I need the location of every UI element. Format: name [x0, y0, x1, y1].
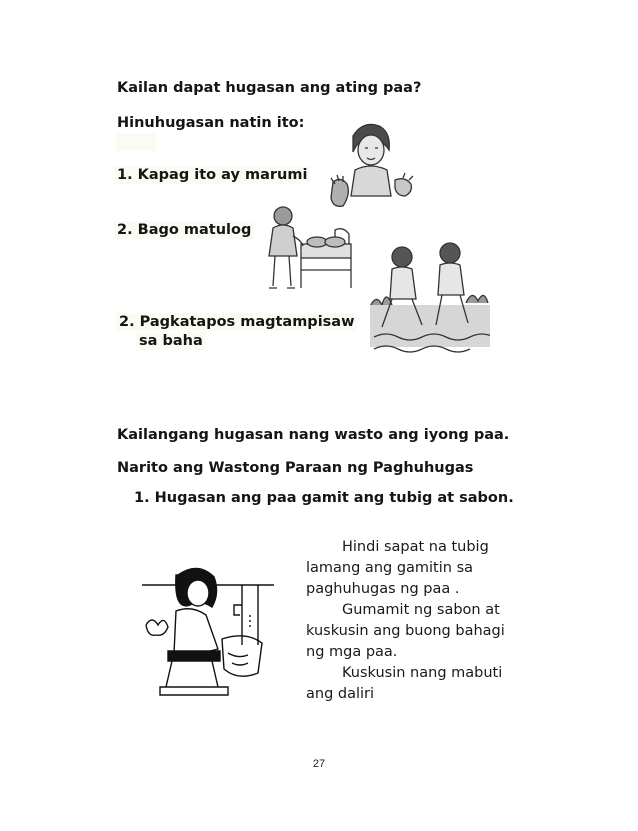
paragraph-line: Hindi sapat na tubig: [342, 539, 489, 555]
question-heading: Kailan dapat hugasan ang ating paa?: [117, 80, 422, 96]
paragraph-line: paghuhugas ng paa .: [306, 581, 460, 597]
paragraph-line: ng mga paa.: [306, 644, 398, 660]
page-number: 27: [312, 758, 326, 770]
paragraph-line: lamang ang gamitin sa: [306, 560, 474, 576]
intro-heading: Hinuhugasan natin ito:: [117, 115, 305, 131]
list-item-before-sleep: 2. Bago matulog: [114, 221, 254, 239]
boys-flood-illustration: [370, 237, 490, 365]
paragraph-line: Kuskusin nang mabuti: [342, 665, 503, 681]
step-1-heading: 1. Hugasan ang paa gamit ang tubig at sabon.: [134, 490, 514, 506]
paragraph-line: Gumamit ng sabon at: [342, 602, 500, 618]
list-item-flood: sa baha: [136, 332, 206, 350]
highlight-block: [116, 133, 156, 151]
procedure-heading: Narito ang Wastong Paraan ng Paghuhugas: [117, 460, 474, 476]
girl-feet-illustration: [325, 118, 420, 210]
girl-washing-feet-illustration: [142, 555, 282, 705]
boy-bed-illustration: [265, 200, 355, 298]
instruction-paragraph: [306, 537, 542, 705]
paragraph-line: kuskusin ang buong bahagi: [306, 623, 505, 639]
list-item-after-wading: 2. Pagkatapos magtampisaw: [116, 313, 357, 331]
list-item-dirty: 1. Kapag ito ay marumi: [114, 166, 310, 184]
paragraph-line: ang daliri: [306, 686, 375, 702]
statement-heading: Kailangang hugasan nang wasto ang iyong paa.: [117, 427, 510, 443]
